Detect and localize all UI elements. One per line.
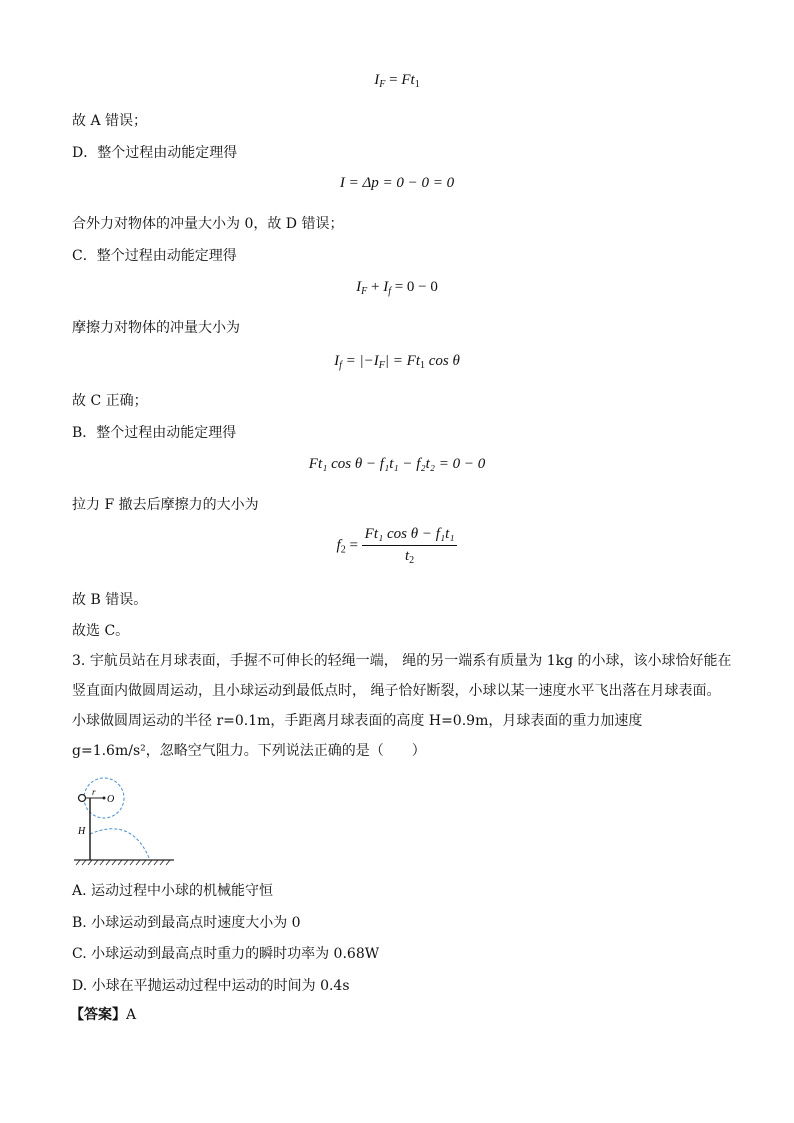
eq1-lhs-sub: F xyxy=(379,79,386,90)
equation-delta-p: I = Δp = 0 − 0 = 0 xyxy=(339,175,455,191)
eq6-lhs: f xyxy=(336,537,341,554)
label-r: r xyxy=(92,787,96,797)
question-number: 3. xyxy=(72,653,86,669)
line-c-right: 故 C 正确； xyxy=(72,393,148,409)
eq4-rest1: | = Ft xyxy=(384,353,420,369)
line-friction: 摩擦力对物体的冲量大小为 xyxy=(72,320,240,336)
ball-icon xyxy=(79,795,86,802)
eq1-rhs: Ft xyxy=(401,72,415,88)
option-a: A. 运动过程中小球的机械能守恒 xyxy=(72,883,274,899)
line-b-wrong: 故 B 错误。 xyxy=(72,592,148,608)
eq6-denominator xyxy=(362,546,458,566)
answer-value: A xyxy=(126,1007,137,1023)
eq6-lhs-sub: 2 xyxy=(340,544,346,556)
eq3-a: I xyxy=(356,279,362,295)
answer-tag: 【答案】 xyxy=(70,1007,126,1023)
line-choose: 故选 C。 xyxy=(72,623,130,639)
eq3-b: I xyxy=(383,279,389,295)
eq4-mid-sub: F xyxy=(378,360,385,371)
line-d-result: 合外力对物体的冲量大小为 0，故 D 错误； xyxy=(72,216,344,232)
eq4-a-sub: f xyxy=(339,360,342,371)
center-point xyxy=(103,797,106,800)
eq3-b-sub: f xyxy=(388,286,391,297)
eq4-rest2: cos θ xyxy=(424,353,460,369)
eq6-den-var: t xyxy=(404,548,410,564)
eq6-numerator: Ft₁ cos θ − f₁t₁ xyxy=(362,526,458,546)
answer-line xyxy=(70,1004,136,1024)
question-3 xyxy=(72,646,732,766)
question-text: 宇航员站在月球表面，手握不可伸长的轻绳一端， 绳的另一端系有质量为 1kg 的小球，该小球恰好能在竖直面内做圆周运动，且小球运动到最低点时， 绳子恰好断裂，小球以某一速度水平飞出落在月球表面。小球做圆周运动的半径 r=0.1m，手距离月球表面的高度 H=0.9m，月球表面的重力加速度 g=1.6m/s²，忽略空气阻力。下列说法正确的是（ ） xyxy=(72,653,732,759)
circular-motion-figure xyxy=(70,776,180,868)
line-a-wrong: 故 A 错误； xyxy=(72,113,148,129)
eq3-a-sub: F xyxy=(361,286,368,297)
option-d: D. 小球在平抛运动过程中运动的时间为 0.4s xyxy=(72,978,350,994)
equation-f2: $f_2$ = $\frac{\text{Ft₁ cos θ − f₁t₁}}{t_2}$ xyxy=(0,526,794,566)
line-pull: 拉力 F 撤去后摩擦力的大小为 xyxy=(72,497,259,513)
equation-impulse-f: $I_F = Ft_1$ xyxy=(374,72,420,90)
equation-work-energy: Ft₁ cos θ − f₁t₁ − f₂t₂ = 0 − 0 xyxy=(308,456,486,472)
eq6-den-sub: 2 xyxy=(409,555,415,566)
equation-sum-impulse xyxy=(0,279,794,297)
option-b: B. 小球运动到最高点时速度大小为 0 xyxy=(72,915,301,931)
ground-hatch xyxy=(76,860,170,865)
option-c: C. 小球运动到最高点时重力的瞬时功率为 0.68W xyxy=(72,946,380,962)
eq1-lhs: I xyxy=(374,72,380,88)
eq4-rest1-sub: 1 xyxy=(419,360,425,371)
eq3-rest: = 0 − 0 xyxy=(390,279,438,295)
eq4-mid: = |−I xyxy=(341,353,379,369)
line-d-head: D．整个过程由动能定理得 xyxy=(72,145,238,161)
eq3-plus: + xyxy=(367,279,384,295)
eq1-rhs-sub: 1 xyxy=(414,79,420,90)
label-o: O xyxy=(107,794,115,805)
line-b-head: B．整个过程由动能定理得 xyxy=(72,425,237,441)
eq4-a: I xyxy=(334,353,340,369)
label-h: H xyxy=(78,826,86,837)
projectile-path xyxy=(90,829,150,860)
equation-friction-impulse xyxy=(0,353,794,371)
eq6-fraction xyxy=(362,526,458,566)
line-c-head: C．整个过程由动能定理得 xyxy=(72,248,237,264)
